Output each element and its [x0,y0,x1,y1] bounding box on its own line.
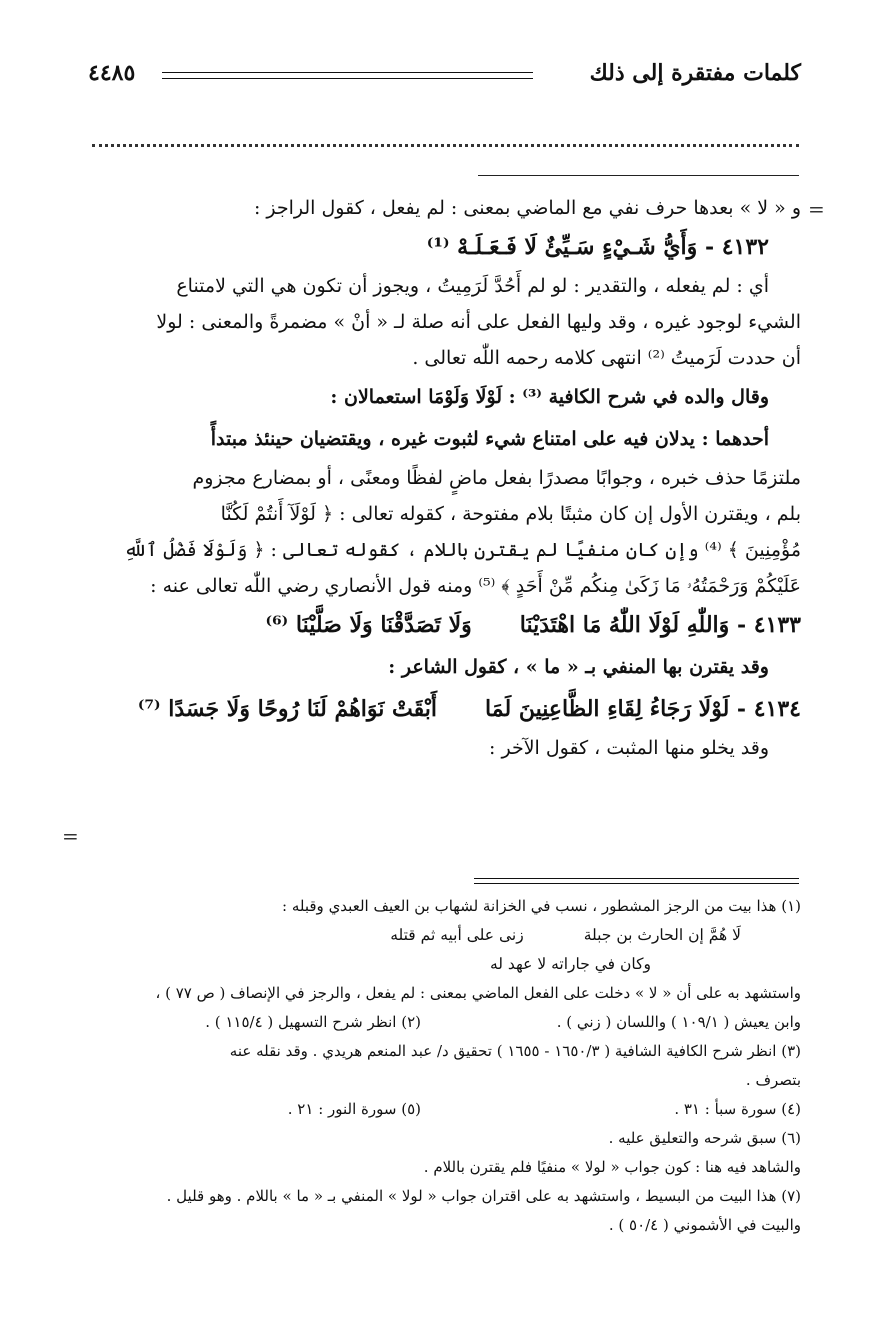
verse-4132: ٤١٣٢ - وَأَيُّ شَـيْءٍ سَـيِّئٌ لَا فَـعَـلَـهْ ⁽¹⁾ [426,234,769,260]
footnote-1-continued: واستشهد به على أن « لا » دخلت على الفعل الماضي بمعنى : لم يفعل ، والرجز في الإنصاف ( ص ٧٧ ) ، [155,984,801,1002]
footnote-7: (٧) هذا البيت من البسيط ، واستشهد به على اقتران جواب « لولا » المنفي بـ « ما » باللام . وهو قليل . [166,1187,801,1205]
text-line: مُؤْمِنِينَ ﴾ ⁽⁴⁾ وإن كان منفيًا لم يقترن باللام ، كقوله تعالى : ﴿ وَلَوْلَا فَضْلُ ٱللَّهِ [123,539,801,561]
text-line: أن حددت لَرَميتُ ⁽²⁾ انتهى كلامه رحمه اللّٰه تعالى . [412,347,801,369]
dotted-separator [92,144,799,147]
short-separator-rule [478,175,799,176]
footnote-double-rule [474,878,799,884]
footnote-3-continued: بتصرف . [745,1071,801,1089]
main-text [92,190,801,766]
text-line: أحدهما : يدلان فيه على امتناع شيء لثبوت غيره ، ويقتضيان حينئذ مبتدأً [210,428,769,450]
text-line: وقد يقترن بها المنفي بـ « ما » ، كقول الشاعر : [388,656,769,678]
footnote-1-sources: وابن يعيش ( ١٠٩/١ ) واللسان ( زني ) . [556,1013,801,1031]
text-line: ملتزمًا حذف خبره ، وجوابًا مصدرًا بفعل ماضٍ لفظًا ومعنًى ، أو بمضارع مجزوم [192,467,801,489]
footnote-4: (٤) سورة سبأ : ٣١ . [674,1100,801,1118]
footnote-1: (١) هذا بيت من الرجز المشطور ، نسب في الخزانة لشهاب بن العيف العبدي وقبله : [282,897,801,915]
footnote-2: (٢) انظر شرح التسهيل ( ١١٥/٤ ) . [205,1013,421,1031]
text-line: و « لا » بعدها حرف نفي مع الماضي بمعنى : لم يفعل ، كقول الراجز : [253,197,801,219]
footnote-6-continued: والشاهد فيه هنا : كون جواب « لولا » منفيًا فلم يقترن باللام . [423,1158,801,1176]
header-double-rule [162,72,533,79]
verse-4133-second-hemistich: وَلَا تَصَدَّقْنَا وَلَا صَلَّيْنَا ⁽⁶⁾ [265,612,472,638]
header-title: كلمات مفتقرة إلى ذلك [589,60,801,86]
text-line: وقال والده في شرح الكافية ⁽³⁾ : لَوْلَا وَلَوْمَا استعمالان : [330,386,769,408]
verse-4133-first-hemistich: ٤١٣٣ - وَاللّٰهِ لَوْلَا اللّٰهُ مَا اهْتَدَيْنَا [519,612,801,638]
footnote-row [92,1008,801,1037]
text-line: وقد يخلو منها المثبت ، كقول الآخر : [489,737,769,759]
footnote-1-verse-1 [92,921,801,950]
page-number: ٤٤٨٥ [88,60,136,86]
verse-4134-second-hemistich: أَبْقَتْ نَوَاهُمْ لَنَا رُوحًا وَلَا جَسَدًا ⁽⁷⁾ [137,696,438,722]
verse-4134-first-hemistich: ٤١٣٤ - لَوْلَا رَجَاءُ لِقَاءِ الظَّاعِنِينَ لَمَا [485,696,801,722]
text-line: عَلَيْكُمْ وَرَحْمَتُهُۥ مَا زَكَىٰ مِنكُم مِّنْ أَحَدٍ ﴾ ⁽⁵⁾ ومنه قول الأنصاري رضي اللّٰه تعالى عنه : [150,575,801,597]
continuation-mark-top: = [808,197,825,221]
continuation-mark-bottom: = [62,824,79,848]
footnotes [92,892,801,1240]
verse-4134 [92,688,801,730]
text-line: الشيء لوجود غيره ، وقد وليها الفعل على أنه صلة لـ « أنْ » مضمرةً والمعنى : لولا [156,311,801,333]
footnote-3: (٣) انظر شرح الكافية الشافية ( ١٦٥٠/٣ - ١٦٥٥ ) تحقيق د/ عبد المنعم هريدي . وقد نقله عنه [229,1042,801,1060]
text-line: بلم ، ويقترن الأول إن كان مثبتًا بلام مفتوحة ، كقوله تعالى : ﴿ لَوْلَآ أَنتُمْ لَكُنَّا [220,503,801,525]
footnote-7-continued: والبيت في الأشموني ( ٥٠/٤ ) . [608,1216,801,1234]
text-line: أي : لم يفعله ، والتقدير : لو لم أَحُدَّ لَرَمِيتُ ، ويجوز أن تكون هي التي لامتناع [176,275,769,297]
footnote-5: (٥) سورة النور : ٢١ . [287,1100,421,1118]
footnote-1-verse-2: وكان في جاراته لا عهد له [489,955,651,973]
verse-4133 [92,604,801,646]
hemistich: لَا هُمَّ إن الحارث بن جبلة [583,926,741,944]
footnote-row [92,1095,801,1124]
footnote-6: (٦) سبق شرحه والتعليق عليه . [608,1129,801,1147]
hemistich: زنى على أبيه ثم قتله [390,926,524,944]
running-header [88,60,801,96]
